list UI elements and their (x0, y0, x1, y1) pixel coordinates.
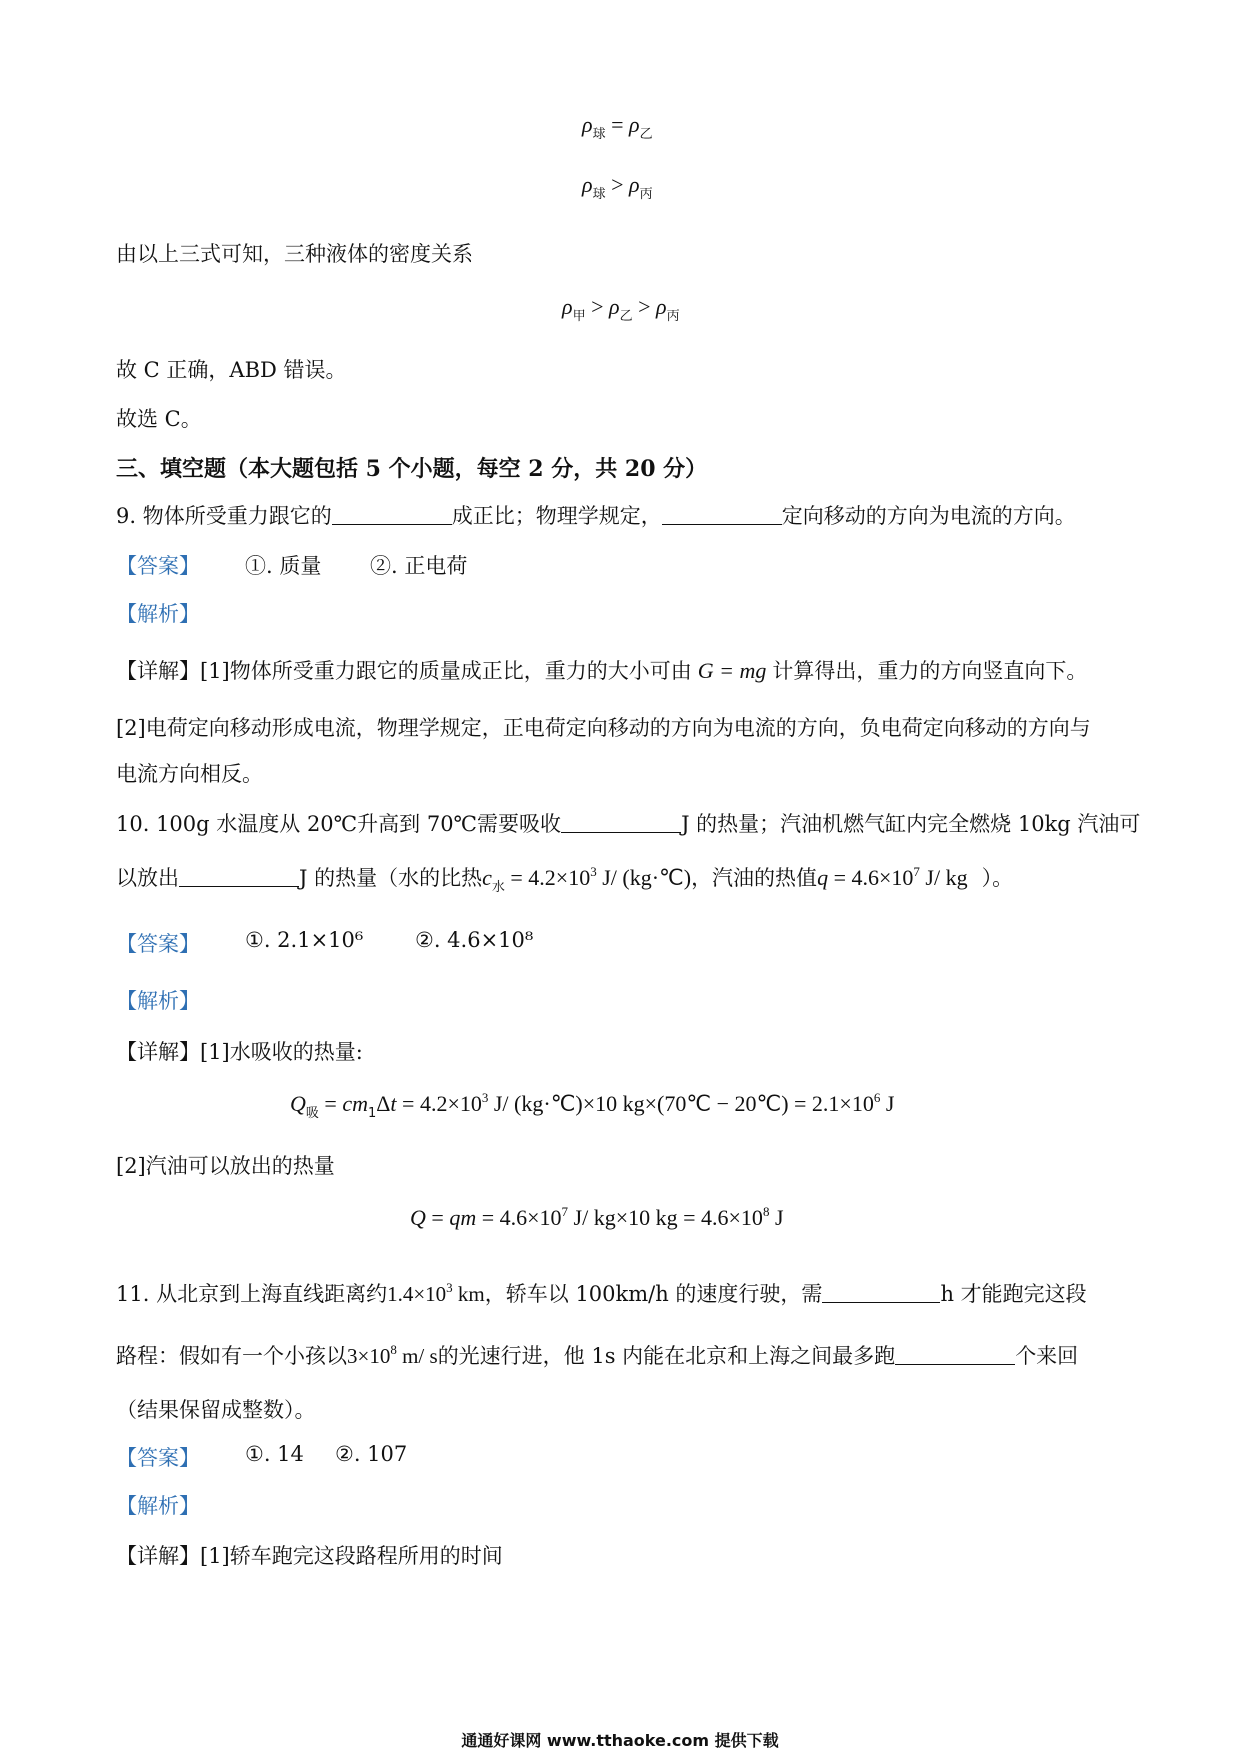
formula-density-relation: $\rho_甲 > \rho_乙 > \rho_丙$ (562, 294, 680, 324)
q10-line-1 (116, 808, 1140, 838)
q11-text-4: 路程：假如有一个小孩以 (116, 1344, 347, 1368)
q11-analysis-tag: 【解析】 (116, 1494, 200, 1518)
q9-detail-2b: 电流方向相反。 (116, 762, 263, 786)
q11-blank-2 (895, 1346, 1015, 1365)
q9-detail-formula: G = mg (697, 658, 767, 683)
q10-detail-1-text: [1]水吸收的热量: (200, 1040, 363, 1064)
q10-detail-tag: 【详解】 (116, 1040, 200, 1064)
q11-text-5: 的光速行进，他 1s 内能在北京和上海之间最多跑 (437, 1344, 896, 1368)
q9-blank-1 (332, 506, 452, 525)
q9-text-2: 成正比；物理学规定， (451, 504, 662, 528)
q9-text-1: 9. 物体所受重力跟它的 (116, 504, 332, 528)
q11-answer-2: ②. 107 (335, 1442, 408, 1466)
q10-blank-1 (561, 814, 681, 833)
correct-line: 故 C 正确，ABD 错误。 (116, 358, 347, 382)
q10-answer-tag: 【答案】 (116, 932, 200, 956)
q10-text-5: ，汽油的热值 (691, 866, 818, 890)
q10-text-2: J 的热量；汽油机燃气缸内完全燃烧 10kg 汽油可 (681, 812, 1141, 836)
q9-text-3: 定向移动的方向为电流的方向。 (781, 504, 1076, 528)
q10-detail-2: [2]汽油可以放出的热量 (116, 1154, 335, 1178)
q10-answer-1: ①. 2.1×10⁶ (245, 928, 364, 952)
q9-answer-2: ②. 正电荷 (370, 554, 468, 578)
q9-answer-tag: 【答案】 (116, 554, 200, 578)
q10-line-2 (116, 862, 1013, 895)
q11-answer-1: ①. 14 (245, 1442, 304, 1466)
q10-blank-2 (179, 868, 299, 887)
q10-analysis-tag: 【解析】 (116, 989, 200, 1013)
section-heading: 三、填空题（本大题包括 5 个小题，每空 2 分，共 20 分） (116, 456, 708, 482)
q11-answer-tag: 【答案】 (116, 1446, 200, 1470)
page-footer: 通通好课网 www.tthaoke.com 提供下载 (461, 1731, 779, 1750)
q9-analysis-tag: 【解析】 (116, 602, 200, 626)
q10-formula-1: $Q_吸 = cm_1\Delta t = 4.2\times 10^3$ J/ (kg·℃)×10 kg×(70℃ − 20℃) = $2.1\times 10^6$ J (290, 1090, 895, 1121)
q10-detail-1 (116, 1036, 363, 1066)
formula-rho-ball-gt-bing: $\rho_球 > \rho_丙$ (582, 172, 653, 202)
q11-blank-1 (822, 1284, 940, 1303)
q11-speed-formula: $3\times 10^8$ m/ s (347, 1342, 438, 1368)
q10-text-1: 10. 100g 水温度从 20℃升高到 70℃需要吸收 (116, 812, 562, 836)
q11-line-1 (116, 1278, 1087, 1308)
q11-distance-formula: $1.4\times 10^3$ km (387, 1280, 485, 1306)
q11-text-1: 11. 从北京到上海直线距离约 (116, 1282, 388, 1306)
q9-detail-2a: [2]电荷定向移动形成电流，物理学规定，正电荷定向移动的方向为电流的方向，负电荷定向移动的方向与 (116, 716, 1091, 740)
q11-detail-1 (116, 1540, 503, 1570)
q10-text-6: ）。 (981, 866, 1014, 890)
q10-text-4: J 的热量（水的比热 (299, 866, 483, 890)
q9-detail-1 (116, 655, 1087, 685)
q10-specific-heat-formula: $c_水 = 4.2\times 10^3$ J/ (kg·℃) (482, 864, 692, 895)
q11-line-3: （结果保留成整数）。 (116, 1398, 316, 1422)
formula-rho-ball-eq-yi: $\rho_球 = \rho_乙$ (582, 112, 653, 142)
q10-text-3: 以放出 (116, 866, 179, 890)
choose-line: 故选 C。 (116, 407, 202, 431)
q11-detail-1-text: [1]轿车跑完这段路程所用的时间 (200, 1544, 503, 1568)
q9-blank-2 (662, 506, 782, 525)
q11-text-3: h 才能跑完这段 (940, 1282, 1087, 1306)
q9-question (116, 500, 1076, 530)
conclusion-line: 由以上三式可知，三种液体的密度关系 (116, 242, 473, 266)
q9-detail-tag: 【详解】 (116, 659, 200, 683)
q9-answer-1: ①. 质量 (245, 554, 322, 578)
q9-detail-1a: [1]物体所受重力跟它的质量成正比，重力的大小可由 (200, 659, 692, 683)
q11-detail-tag: 【详解】 (116, 1544, 200, 1568)
q10-formula-2: Q = qm = $4.6\times 10^7$ J/ kg×10 kg = $4.6\times 10^8$ J (410, 1204, 784, 1230)
q10-heat-value-formula: $q = 4.6\times 10^7$ J/ kg (817, 864, 968, 890)
q11-line-2 (116, 1340, 1078, 1370)
q9-detail-1b: 计算得出，重力的方向竖直向下。 (772, 659, 1088, 683)
q10-answer-2: ②. 4.6×10⁸ (415, 928, 534, 952)
q11-text-2: ，轿车以 100km/h 的速度行驶，需 (484, 1282, 823, 1306)
q11-text-6: 个来回 (1015, 1344, 1079, 1368)
